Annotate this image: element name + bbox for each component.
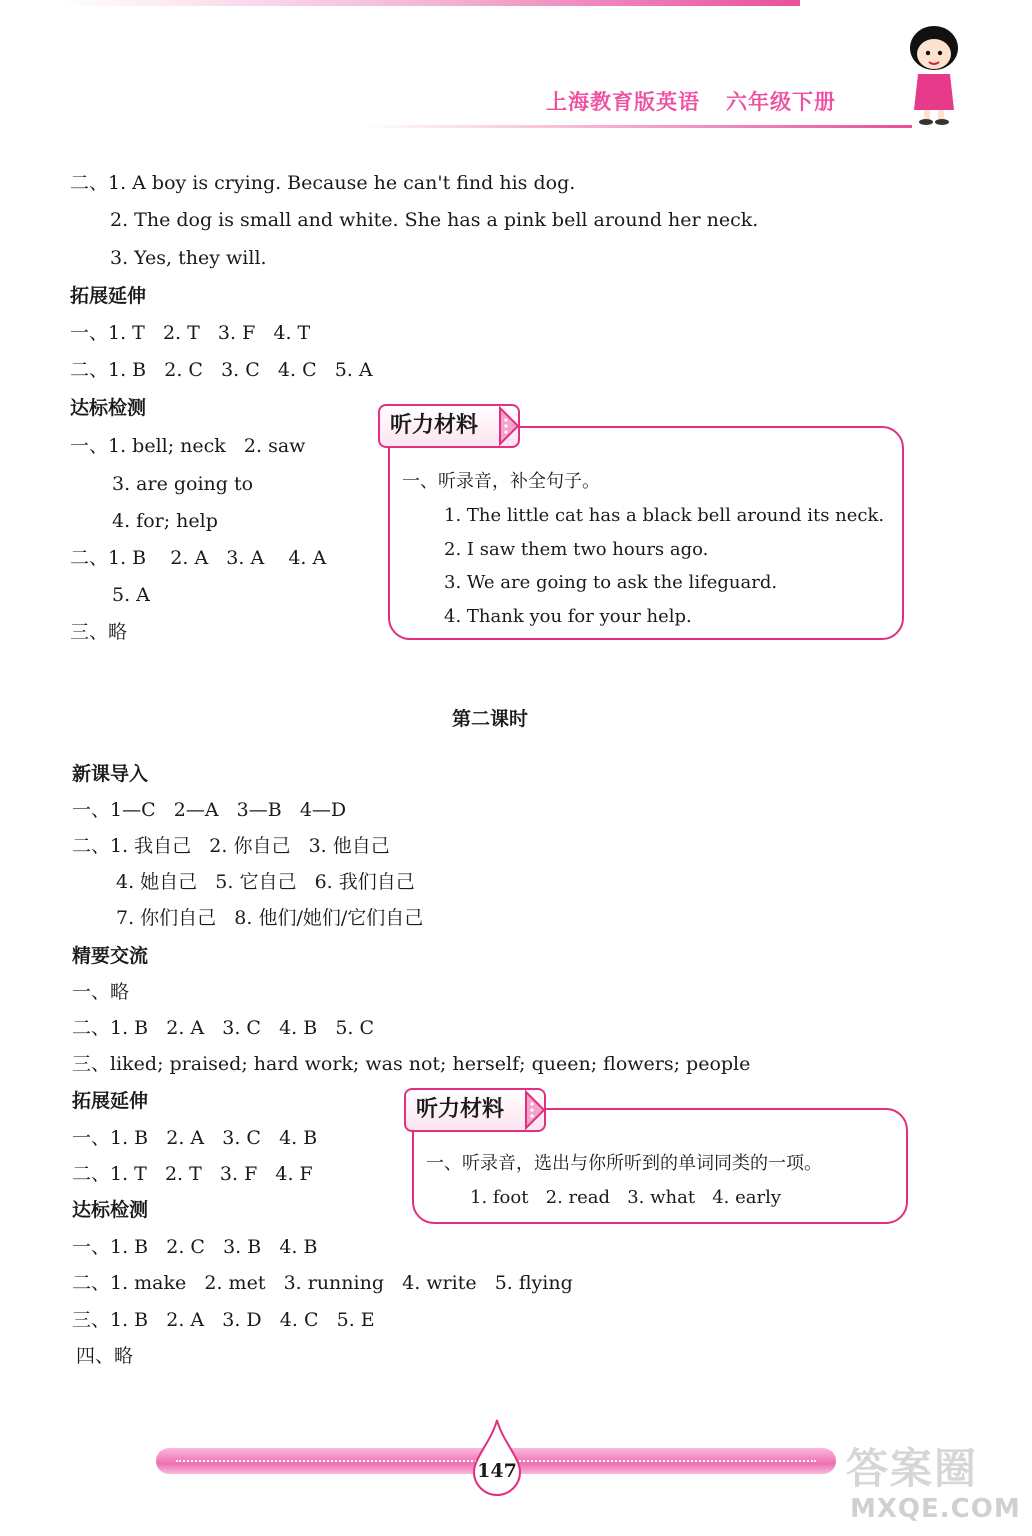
answer-line: 一、1. B 2. C 3. B 4. B bbox=[72, 1236, 318, 1258]
header-book: 上海教育版英语 bbox=[546, 90, 700, 114]
watermark-logo: 答案圈 bbox=[846, 1444, 979, 1493]
section-heading-tuozhan: 拓展延伸 bbox=[70, 285, 147, 307]
listening-line: 1. The little cat has a black bell around its neck. bbox=[444, 505, 885, 526]
girl-mascot-icon bbox=[904, 22, 964, 126]
arrow-icon bbox=[498, 406, 520, 446]
answer-line: 二、1. 我自己 2. 你自己 3. 他自己 bbox=[72, 835, 390, 857]
listening-tab-label: 听力材料 bbox=[416, 1097, 505, 1122]
answer-line: 3. Yes, they will. bbox=[110, 247, 267, 269]
listening-box-1-heading: 一、听录音，补全句子。 bbox=[402, 471, 600, 492]
lesson-title: 第二课时 bbox=[451, 708, 528, 730]
section-heading-dabiao: 达标检测 bbox=[70, 397, 147, 419]
answer-line: 一、1. B 2. A 3. C 4. B bbox=[72, 1127, 318, 1149]
answer-line: 5. A bbox=[112, 584, 150, 606]
header-rule bbox=[360, 125, 912, 128]
answer-line: 一、1. bell; neck 2. saw bbox=[70, 435, 306, 457]
section-heading-jingyao: 精要交流 bbox=[72, 945, 149, 967]
answer-line: 三、略 bbox=[70, 621, 128, 643]
answer-line: 二、1. T 2. T 3. F 4. F bbox=[72, 1163, 313, 1185]
top-decor-line bbox=[60, 0, 800, 6]
answer-line: 四、略 bbox=[76, 1345, 134, 1367]
answer-line: 二、1. A boy is crying. Because he can't find his dog. bbox=[70, 172, 576, 194]
page-drop-icon bbox=[472, 1418, 522, 1496]
answer-line: 一、略 bbox=[72, 981, 130, 1003]
listening-box-1-tab bbox=[378, 404, 520, 448]
answer-line: 三、1. B 2. A 3. D 4. C 5. E bbox=[72, 1309, 375, 1331]
answer-line: 二、1. B 2. A 3. A 4. A bbox=[70, 547, 327, 569]
listening-line: 2. I saw them two hours ago. bbox=[444, 539, 709, 560]
arrow-icon bbox=[524, 1090, 546, 1130]
listening-line: 3. We are going to ask the lifeguard. bbox=[444, 572, 778, 593]
listening-box-2-heading: 一、听录音，选出与你所听到的单词同类的一项。 bbox=[426, 1153, 822, 1174]
listening-box-2-tab bbox=[404, 1088, 546, 1132]
answer-line: 二、1. B 2. A 3. C 4. B 5. C bbox=[72, 1017, 375, 1039]
answer-line: 二、1. make 2. met 3. running 4. write 5. flying bbox=[72, 1272, 573, 1294]
section-heading-xinke: 新课导入 bbox=[72, 763, 149, 785]
answer-line: 4. for; help bbox=[112, 510, 218, 532]
watermark-url: MXQE.COM bbox=[850, 1494, 1021, 1524]
listening-line: 1. foot 2. read 3. what 4. early bbox=[470, 1187, 782, 1208]
answer-line: 一、1. T 2. T 3. F 4. T bbox=[70, 322, 311, 344]
answer-line: 7. 你们自己 8. 他们/她们/它们自己 bbox=[116, 907, 424, 929]
answer-line: 三、liked; praised; hard work; was not; herself; queen; flowers; people bbox=[72, 1053, 751, 1075]
page-header bbox=[546, 86, 862, 116]
section-heading-tuozhan: 拓展延伸 bbox=[72, 1090, 149, 1112]
answer-line: 3. are going to bbox=[112, 473, 254, 495]
listening-tab-label: 听力材料 bbox=[390, 413, 479, 438]
answer-line: 2. The dog is small and white. She has a pink bell around her neck. bbox=[110, 209, 759, 231]
answer-line: 4. 她自己 5. 它自己 6. 我们自己 bbox=[116, 871, 415, 893]
header-grade: 六年级下册 bbox=[726, 90, 836, 114]
page-number: 147 bbox=[477, 1460, 517, 1482]
listening-line: 4. Thank you for your help. bbox=[444, 606, 692, 627]
answer-line: 一、1—C 2—A 3—B 4—D bbox=[72, 799, 347, 821]
answer-line: 二、1. B 2. C 3. C 4. C 5. A bbox=[70, 359, 373, 381]
section-heading-dabiao: 达标检测 bbox=[72, 1199, 149, 1221]
